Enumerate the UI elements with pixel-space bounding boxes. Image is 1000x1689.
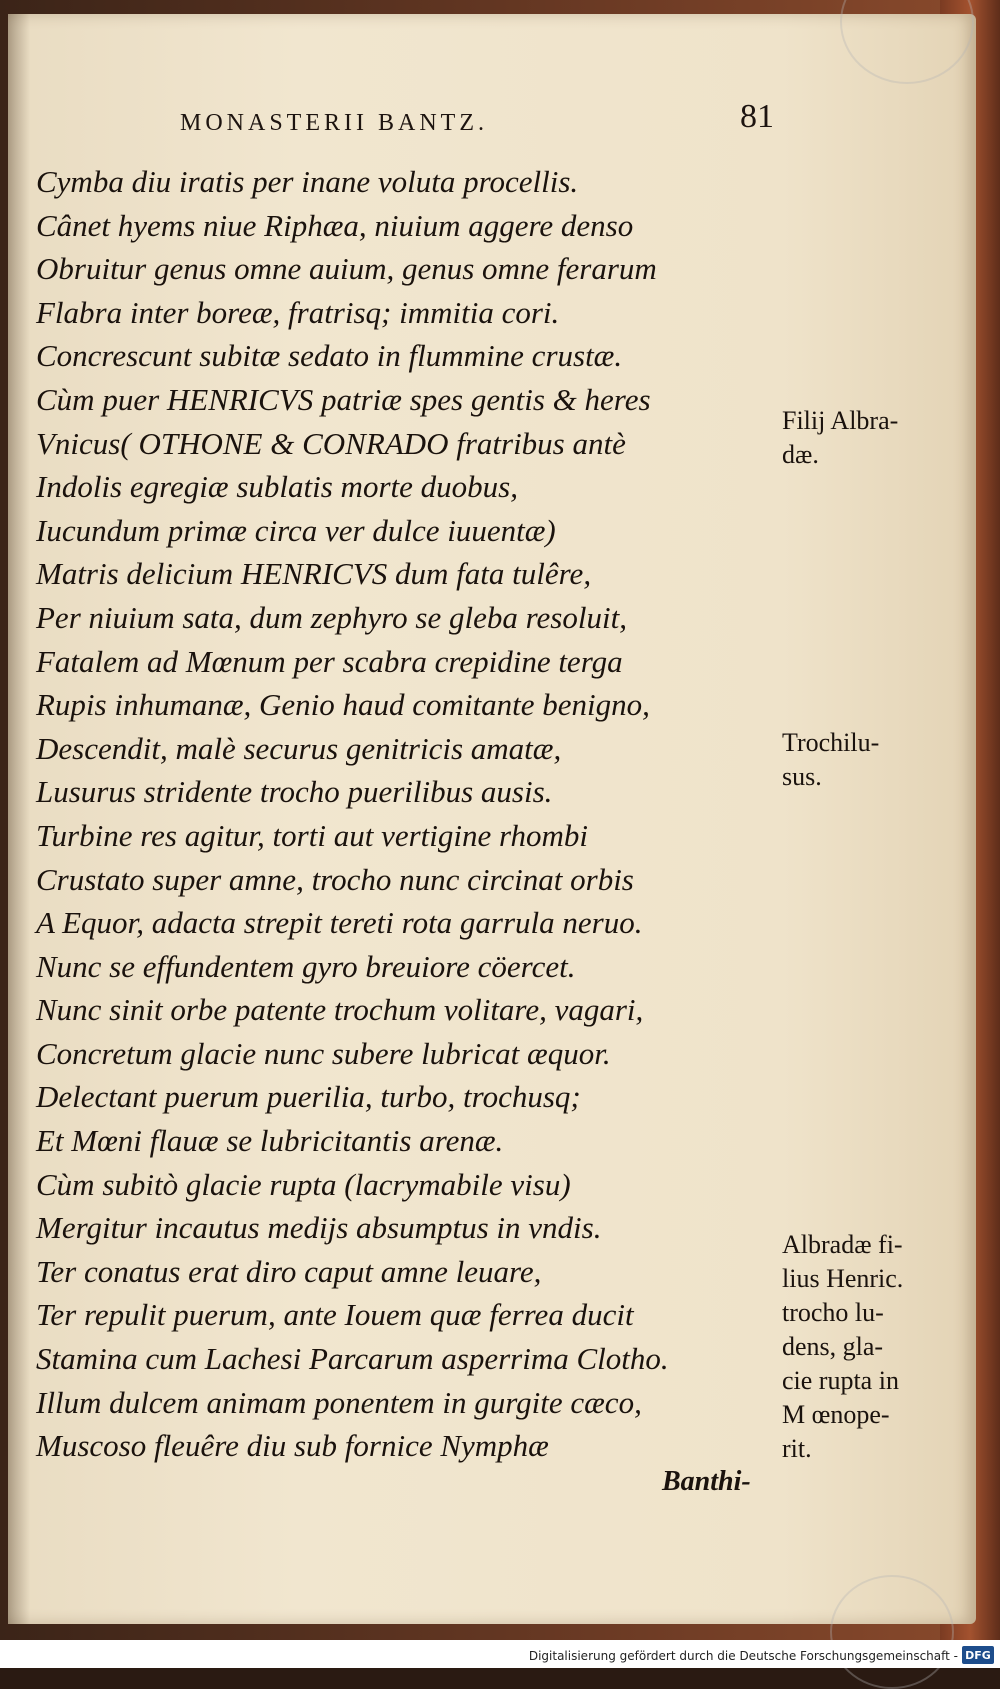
- marginal-note: [782, 1228, 932, 1466]
- catchword: Banthi-: [662, 1466, 751, 1497]
- verse-line: Nunc se effundentem gyro breuiore cöercet.: [36, 948, 576, 984]
- verse-line: Obruitur genus omne auium, genus omne ferarum: [36, 251, 657, 287]
- marginal-note-line: dens, gla-: [782, 1332, 884, 1361]
- dfg-logo-icon: DFG: [962, 1646, 994, 1664]
- verse-line: Cymba diu iratis per inane voluta procellis.: [36, 164, 579, 199]
- marginal-note-line: Trochilu-: [782, 728, 880, 757]
- verse-line: Indolis egregiæ sublatis morte duobus,: [36, 469, 518, 505]
- verse-line: Nunc sinit orbe patente trochum volitare, vagari,: [36, 992, 644, 1028]
- marginal-note-line: trocho lu-: [782, 1298, 884, 1327]
- scan-clip-mark-bottom: [830, 1575, 954, 1689]
- verse-line: Fatalem ad Mœnum per scabra crepidine terga: [36, 643, 623, 679]
- marginal-note: [782, 404, 932, 472]
- verse-line: Cânet hyems niue Riphæa, niuium aggere denso: [36, 207, 634, 243]
- verse-line: Mergitur incautus medijs absumptus in vndis.: [36, 1210, 602, 1246]
- marginal-note-line: M œnope-: [782, 1400, 890, 1429]
- verse-line: Descendit, malè securus genitricis amatæ,: [36, 730, 562, 766]
- verse-line: Concrescunt subitæ sedato in flummine crustæ.: [36, 338, 623, 374]
- verse-block: [36, 160, 736, 1468]
- marginal-note-line: rit.: [782, 1434, 812, 1463]
- verse-line: Stamina cum Lachesi Parcarum asperrima Clotho.: [36, 1341, 669, 1377]
- footer-bar: [0, 1640, 1000, 1668]
- verse-line: Cùm puer HENRICVS patriæ spes gentis & heres: [36, 381, 651, 417]
- verse-line: A Equor, adacta strepit tereti rota garrula neruo.: [36, 905, 643, 941]
- marginal-note-line: dæ.: [782, 440, 819, 469]
- verse-line: Iucundum primæ circa ver dulce iuuentæ): [36, 512, 556, 548]
- page-number: 81: [740, 98, 774, 135]
- marginal-note-line: cie rupta in: [782, 1366, 899, 1395]
- verse-line: Et Mœni flauæ se lubricitantis arenæ.: [36, 1123, 504, 1159]
- verse-line: Ter conatus erat diro caput amne leuare,: [36, 1253, 542, 1289]
- running-head: MONASTERII BANTZ.: [180, 110, 488, 136]
- marginal-note-line: Filij Albra-: [782, 406, 899, 435]
- verse-line: Muscoso fleuêre diu sub fornice Nymphæ: [36, 1428, 549, 1464]
- verse-line: Cùm subitò glacie rupta (lacrymabile visu): [36, 1166, 571, 1202]
- marginal-note-line: sus.: [782, 762, 822, 791]
- verse-line: Concretum glacie nunc subere lubricat æquor.: [36, 1035, 611, 1071]
- verse-line: Crustato super amne, trocho nunc circinat orbis: [36, 861, 634, 897]
- verse-line: Matris delicium HENRICVS dum fata tulêre,: [36, 556, 592, 592]
- verse-line: Illum dulcem animam ponentem in gurgite cæco,: [36, 1384, 642, 1420]
- verse-line: Lusurus stridente trocho puerilibus ausis.: [36, 774, 553, 810]
- verse-line: Turbine res agitur, torti aut vertigine rhombi: [36, 817, 589, 853]
- marginal-note-line: Albradæ fi-: [782, 1230, 903, 1259]
- verse-line: Vnicus( OTHONE & CONRADO fratribus antè: [36, 425, 626, 461]
- verse-line: Rupis inhumanæ, Genio haud comitante benigno,: [36, 687, 650, 723]
- verse-line: Per niuium sata, dum zephyro se gleba resoluit,: [36, 599, 627, 635]
- funding-credit: Digitalisierung gefördert durch die Deutsche Forschungsgemeinschaft -: [528, 1649, 958, 1663]
- marginal-note: [782, 726, 932, 794]
- verse-line: Ter repulit puerum, ante Iouem quæ ferrea ducit: [36, 1297, 634, 1333]
- verse-line: Delectant puerum puerilia, turbo, trochusq;: [36, 1079, 581, 1115]
- marginal-note-line: lius Henric.: [782, 1264, 904, 1293]
- verse-line: Flabra inter boreæ, fratrisq; immitia cori.: [36, 294, 560, 330]
- page-gutter-shadow: [8, 14, 30, 1624]
